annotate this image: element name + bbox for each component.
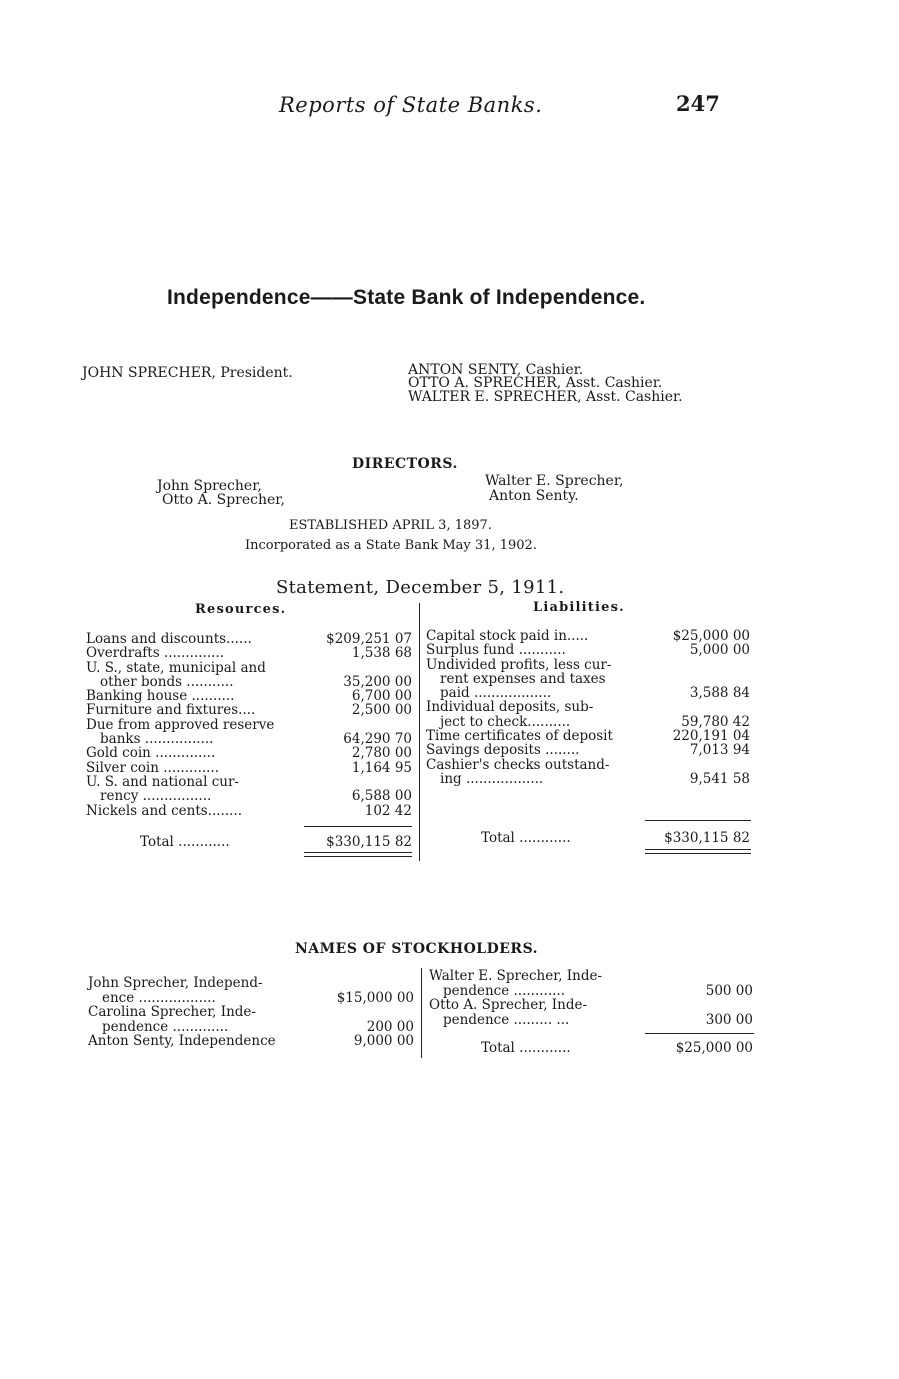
officer-asst-cashier: OTTO A. SPRECHER, Asst. Cashier. bbox=[408, 375, 663, 391]
resources-heading: Resources. bbox=[195, 602, 287, 617]
total-label: Total ............ bbox=[140, 834, 230, 850]
table-row: Silver coin ............. 1,164 95 bbox=[86, 759, 412, 776]
table-row: ject to check.......... 59,780 42 bbox=[440, 713, 750, 730]
table-row: Undivided profits, less cur- bbox=[426, 656, 612, 673]
stockholders-total-row bbox=[481, 1041, 753, 1056]
director-name: Anton Senty. bbox=[489, 488, 579, 504]
liabilities-heading: Liabilities. bbox=[533, 600, 625, 615]
sum-rule bbox=[304, 826, 412, 827]
table-row: U. S. and national cur- bbox=[86, 773, 239, 790]
list-item: John Sprecher, Independ- bbox=[88, 975, 263, 991]
table-row: rent expenses and taxes bbox=[440, 670, 606, 687]
sum-rule bbox=[645, 820, 751, 821]
officer-asst-cashier: WALTER E. SPRECHER, Asst. Cashier. bbox=[408, 389, 683, 405]
table-row: banks ................ 64,290 70 bbox=[100, 731, 412, 748]
total-label: Total ............ bbox=[481, 830, 571, 846]
list-item: pendence ............ 500 00 bbox=[443, 982, 753, 999]
liabilities-total: $330,115 82 bbox=[664, 830, 750, 846]
column-divider bbox=[421, 968, 422, 1058]
liabilities-total-row bbox=[481, 831, 750, 845]
liabilities-table bbox=[426, 629, 750, 786]
sum-rule bbox=[645, 1033, 754, 1034]
table-row: Individual deposits, sub- bbox=[426, 699, 594, 716]
double-rule bbox=[304, 852, 412, 853]
total-label: Total ............ bbox=[481, 1040, 571, 1056]
table-row: rency ................ 6,588 00 bbox=[100, 788, 412, 805]
table-row: Gold coin .............. 2,780 00 bbox=[86, 745, 412, 762]
running-title: Reports of State Banks. bbox=[279, 93, 543, 117]
statement-title: Statement, December 5, 1911. bbox=[276, 577, 565, 598]
table-row: Due from approved reserve bbox=[86, 716, 275, 733]
table-row: other bonds ........... 35,200 00 bbox=[100, 673, 412, 690]
list-item: Walter E. Sprecher, Inde- bbox=[429, 968, 603, 984]
resources-table bbox=[86, 632, 412, 818]
stockholders-left bbox=[88, 976, 414, 1049]
list-item: Otto A. Sprecher, Inde- bbox=[429, 997, 588, 1013]
stockholders-heading: NAMES OF STOCKHOLDERS. bbox=[295, 941, 539, 957]
stockholders-right bbox=[429, 969, 753, 1027]
resources-total-row bbox=[140, 835, 412, 849]
double-rule bbox=[304, 856, 412, 857]
incorporated-line: Incorporated as a State Bank May 31, 1902. bbox=[245, 538, 537, 553]
table-row: Banking house .......... 6,700 00 bbox=[86, 688, 412, 705]
table-row: Loans and discounts...... $209,251 07 bbox=[86, 631, 412, 647]
list-item: ence .................. $15,000 00 bbox=[102, 989, 414, 1006]
table-row: Furniture and fixtures.... 2,500 00 bbox=[86, 702, 412, 719]
list-item: pendence ......... ... 300 00 bbox=[443, 1011, 753, 1028]
officer-cashier: ANTON SENTY, Cashier. bbox=[408, 362, 584, 378]
list-item: Carolina Sprecher, Inde- bbox=[88, 1004, 256, 1020]
director-name: Otto A. Sprecher, bbox=[162, 492, 285, 508]
table-row: Nickels and cents........ 102 42 bbox=[86, 802, 412, 819]
bank-heading: Independence——State Bank of Independence. bbox=[167, 286, 646, 309]
directors-heading: DIRECTORS. bbox=[352, 456, 458, 472]
table-row: Cashier's checks outstand- bbox=[426, 756, 610, 773]
established-line: ESTABLISHED APRIL 3, 1897. bbox=[289, 518, 492, 533]
resources-total: $330,115 82 bbox=[326, 834, 412, 850]
director-name: Walter E. Sprecher, bbox=[485, 473, 624, 489]
double-rule bbox=[645, 849, 751, 850]
table-row: Overdrafts .............. 1,538 68 bbox=[86, 645, 412, 662]
table-row: Surplus fund ........... 5,000 00 bbox=[426, 642, 750, 659]
list-item: pendence ............. 200 00 bbox=[102, 1018, 414, 1035]
page-number: 247 bbox=[676, 91, 720, 116]
table-row: Capital stock paid in..... $25,000 00 bbox=[426, 628, 750, 644]
double-rule bbox=[645, 853, 751, 854]
director-name: John Sprecher, bbox=[157, 478, 262, 494]
list-item: Anton Senty, Independence 9,000 00 bbox=[88, 1033, 414, 1049]
officer-president: JOHN SPRECHER, President. bbox=[82, 365, 293, 381]
stockholders-total: $25,000 00 bbox=[675, 1040, 753, 1056]
table-row: ing .................. 9,541 58 bbox=[440, 770, 750, 787]
table-row: U. S., state, municipal and bbox=[86, 659, 266, 676]
table-row: paid .................. 3,588 84 bbox=[440, 685, 750, 702]
column-divider bbox=[419, 603, 420, 861]
table-row: Time certificates of deposit 220,191 04 bbox=[426, 728, 750, 745]
table-row: Savings deposits ........ 7,013 94 bbox=[426, 742, 750, 759]
